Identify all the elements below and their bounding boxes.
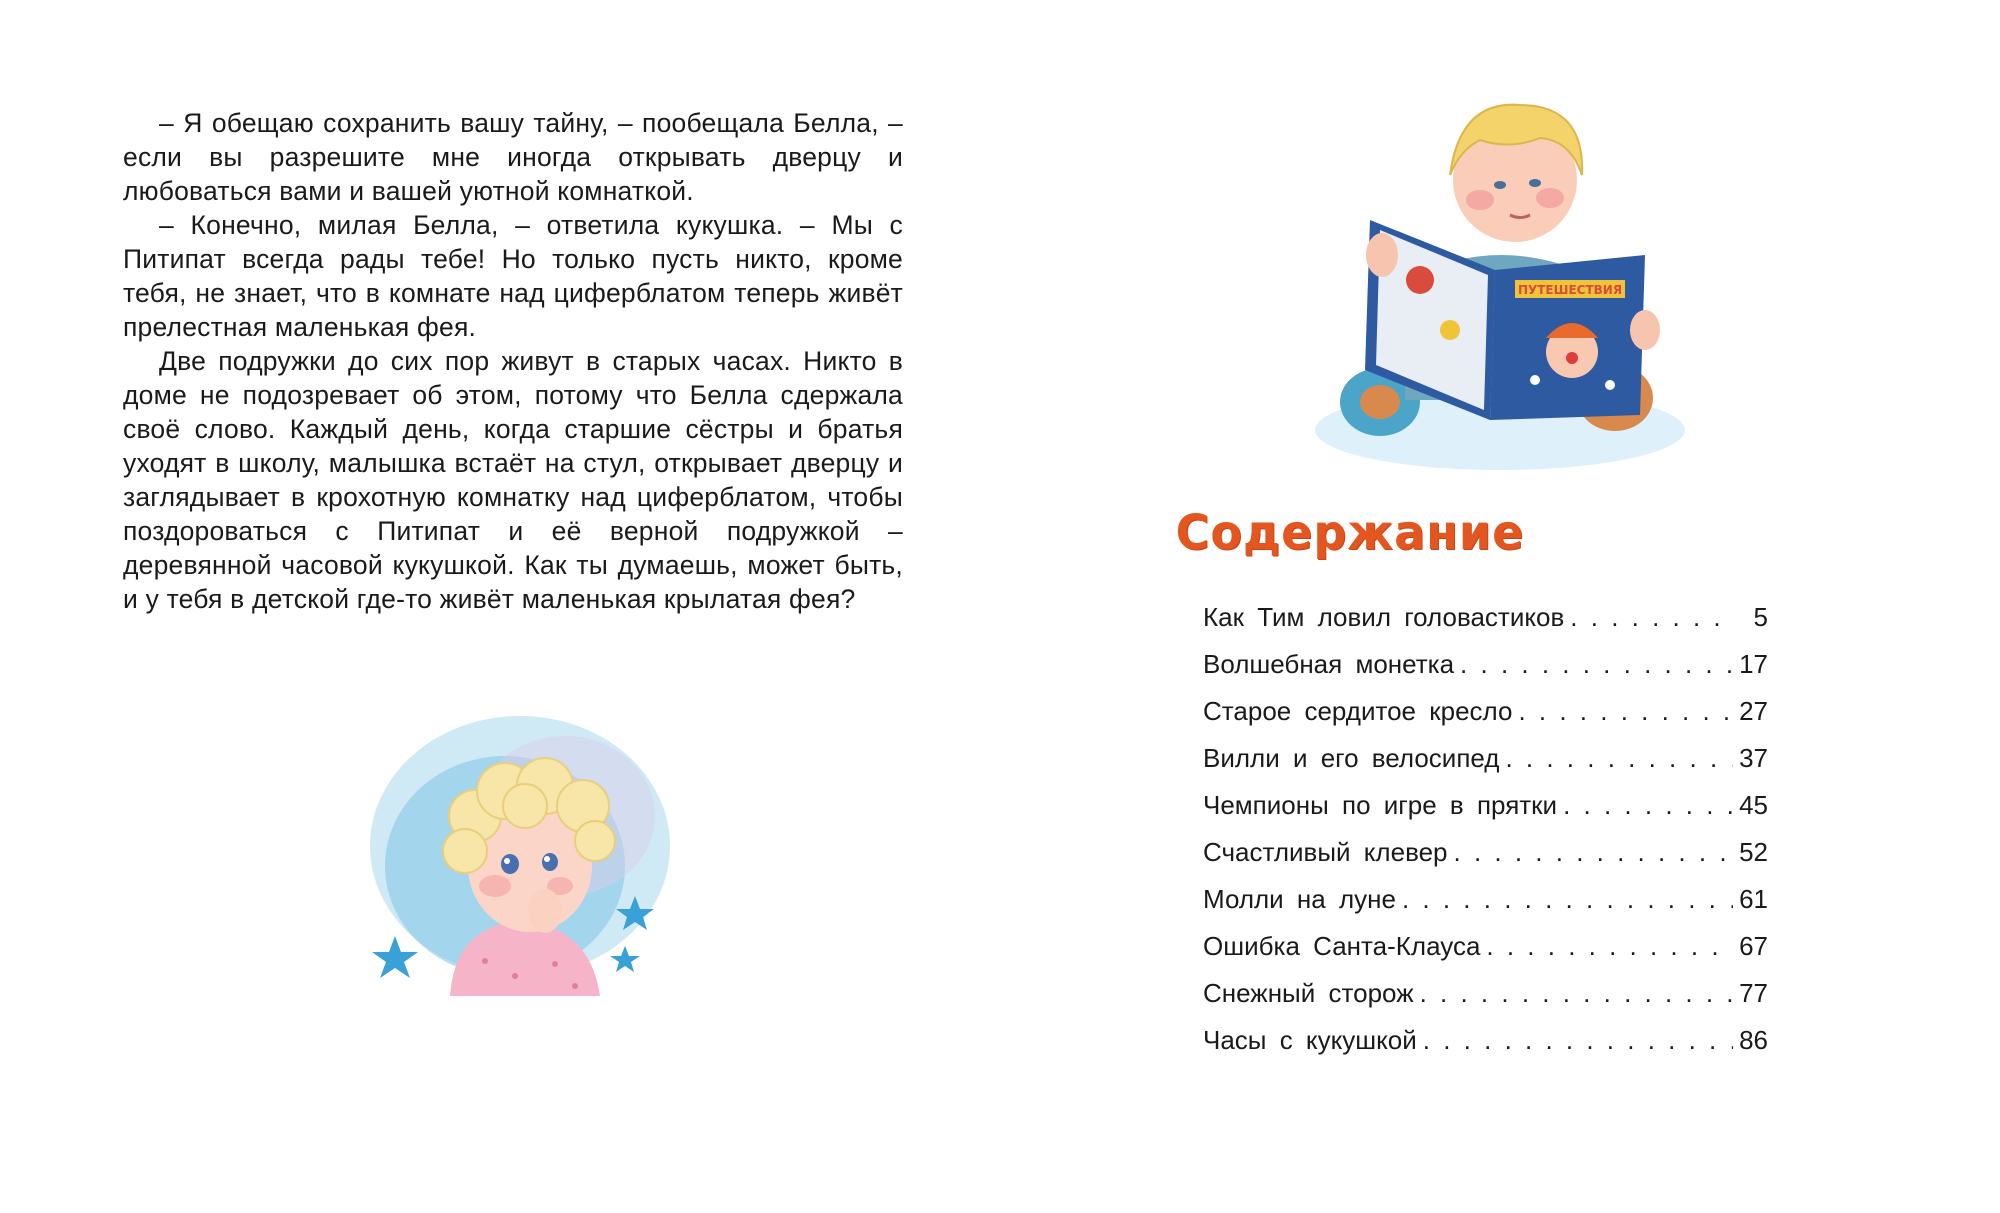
story-text xyxy=(123,106,903,616)
toc-entry-title: Ошибка Санта-Клауса xyxy=(1203,931,1481,961)
toc-entry-title: Счастливый клевер xyxy=(1203,837,1448,867)
toc-leader-dots xyxy=(1454,835,1734,869)
toc-entry-title: Часы с кукушкой xyxy=(1203,1025,1417,1055)
toc-entry-title: Вилли и его велосипед xyxy=(1203,743,1500,773)
toc-entry[interactable] xyxy=(1203,929,1768,976)
toc-leader-dots xyxy=(1402,882,1733,916)
toc-entry[interactable] xyxy=(1203,976,1768,1023)
toc-entry-title: Снежный сторож xyxy=(1203,978,1414,1008)
toc-leader-dots xyxy=(1460,647,1733,681)
right-page xyxy=(1000,0,2000,1213)
toc-page-number: 52 xyxy=(1739,837,1768,867)
toc-entry-title: Молли на луне xyxy=(1203,884,1396,914)
toc-entry[interactable] xyxy=(1203,741,1768,788)
toc-page-number: 5 xyxy=(1753,602,1768,632)
toc-leader-dots xyxy=(1563,788,1733,822)
toc-entry-title: Волшебная монетка xyxy=(1203,649,1455,679)
toc-page-number: 86 xyxy=(1739,1025,1768,1055)
boy-reading-book-illustration xyxy=(1310,80,1690,475)
toc-leader-dots xyxy=(1505,741,1733,775)
toc-page-number: 17 xyxy=(1739,649,1768,679)
toc-page-number: 77 xyxy=(1739,978,1768,1008)
toc-leader-dots xyxy=(1420,976,1733,1010)
book-cover-title: ПУТЕШЕСТВИЯ xyxy=(1517,283,1623,297)
toc-page-number: 37 xyxy=(1739,743,1768,773)
toc-entry[interactable] xyxy=(1203,835,1768,882)
story-paragraph: Две подружки до сих пор живут в старых часах. Никто в доме не подозревает об этом, потому что Белла сдержала своё слово. Каждый день, когда старшие сёстры и братья уходят в школу, малышка встаёт на стул, открывает дверцу и заглядывает в крохотную комнатку над циферблатом, чтобы поздороваться с Питипат и её верной подружкой – деревянной часовой кукушкой. Как ты думаешь, может быть, и у тебя в детской где-то живёт маленькая крылатая фея? xyxy=(123,346,903,614)
toc-leader-dots xyxy=(1570,600,1734,634)
toc-entry[interactable] xyxy=(1203,694,1768,741)
toc-entry[interactable] xyxy=(1203,882,1768,929)
toc-entry-title: Старое сердитое кресло xyxy=(1203,696,1513,726)
story-paragraph: – Конечно, милая Белла, – ответила кукушка. – Мы с Питипат всегда рады тебе! Но только пусть никто, кроме тебя, не знает, что в комнате над циферблатом теперь живёт прелестная маленькая фея. xyxy=(123,210,903,342)
toc-title: Содержание xyxy=(1175,503,1525,561)
toc-entry[interactable] xyxy=(1203,647,1768,694)
toc-entry[interactable] xyxy=(1203,600,1768,647)
toc-page-number: 45 xyxy=(1739,790,1768,820)
curly-haired-girl-illustration xyxy=(355,706,685,1006)
toc-page-number: 67 xyxy=(1739,931,1768,961)
toc-leader-dots xyxy=(1518,694,1733,728)
toc-entry[interactable] xyxy=(1203,1023,1768,1070)
toc-page-number: 27 xyxy=(1739,696,1768,726)
toc-leader-dots xyxy=(1486,929,1733,963)
story-paragraph: – Я обещаю сохранить вашу тайну, – пообещала Белла, – если вы разрешите мне иногда открывать дверцу и любоваться вами и вашей уютной комнаткой. xyxy=(123,108,903,206)
toc-entry-title: Чемпионы по игре в прятки xyxy=(1203,790,1558,820)
toc-leader-dots xyxy=(1423,1023,1733,1057)
table-of-contents xyxy=(1203,600,1768,1070)
toc-entry[interactable] xyxy=(1203,788,1768,835)
toc-entry-title: Как Тим ловил головастиков xyxy=(1203,602,1565,632)
toc-page-number: 61 xyxy=(1739,884,1768,914)
